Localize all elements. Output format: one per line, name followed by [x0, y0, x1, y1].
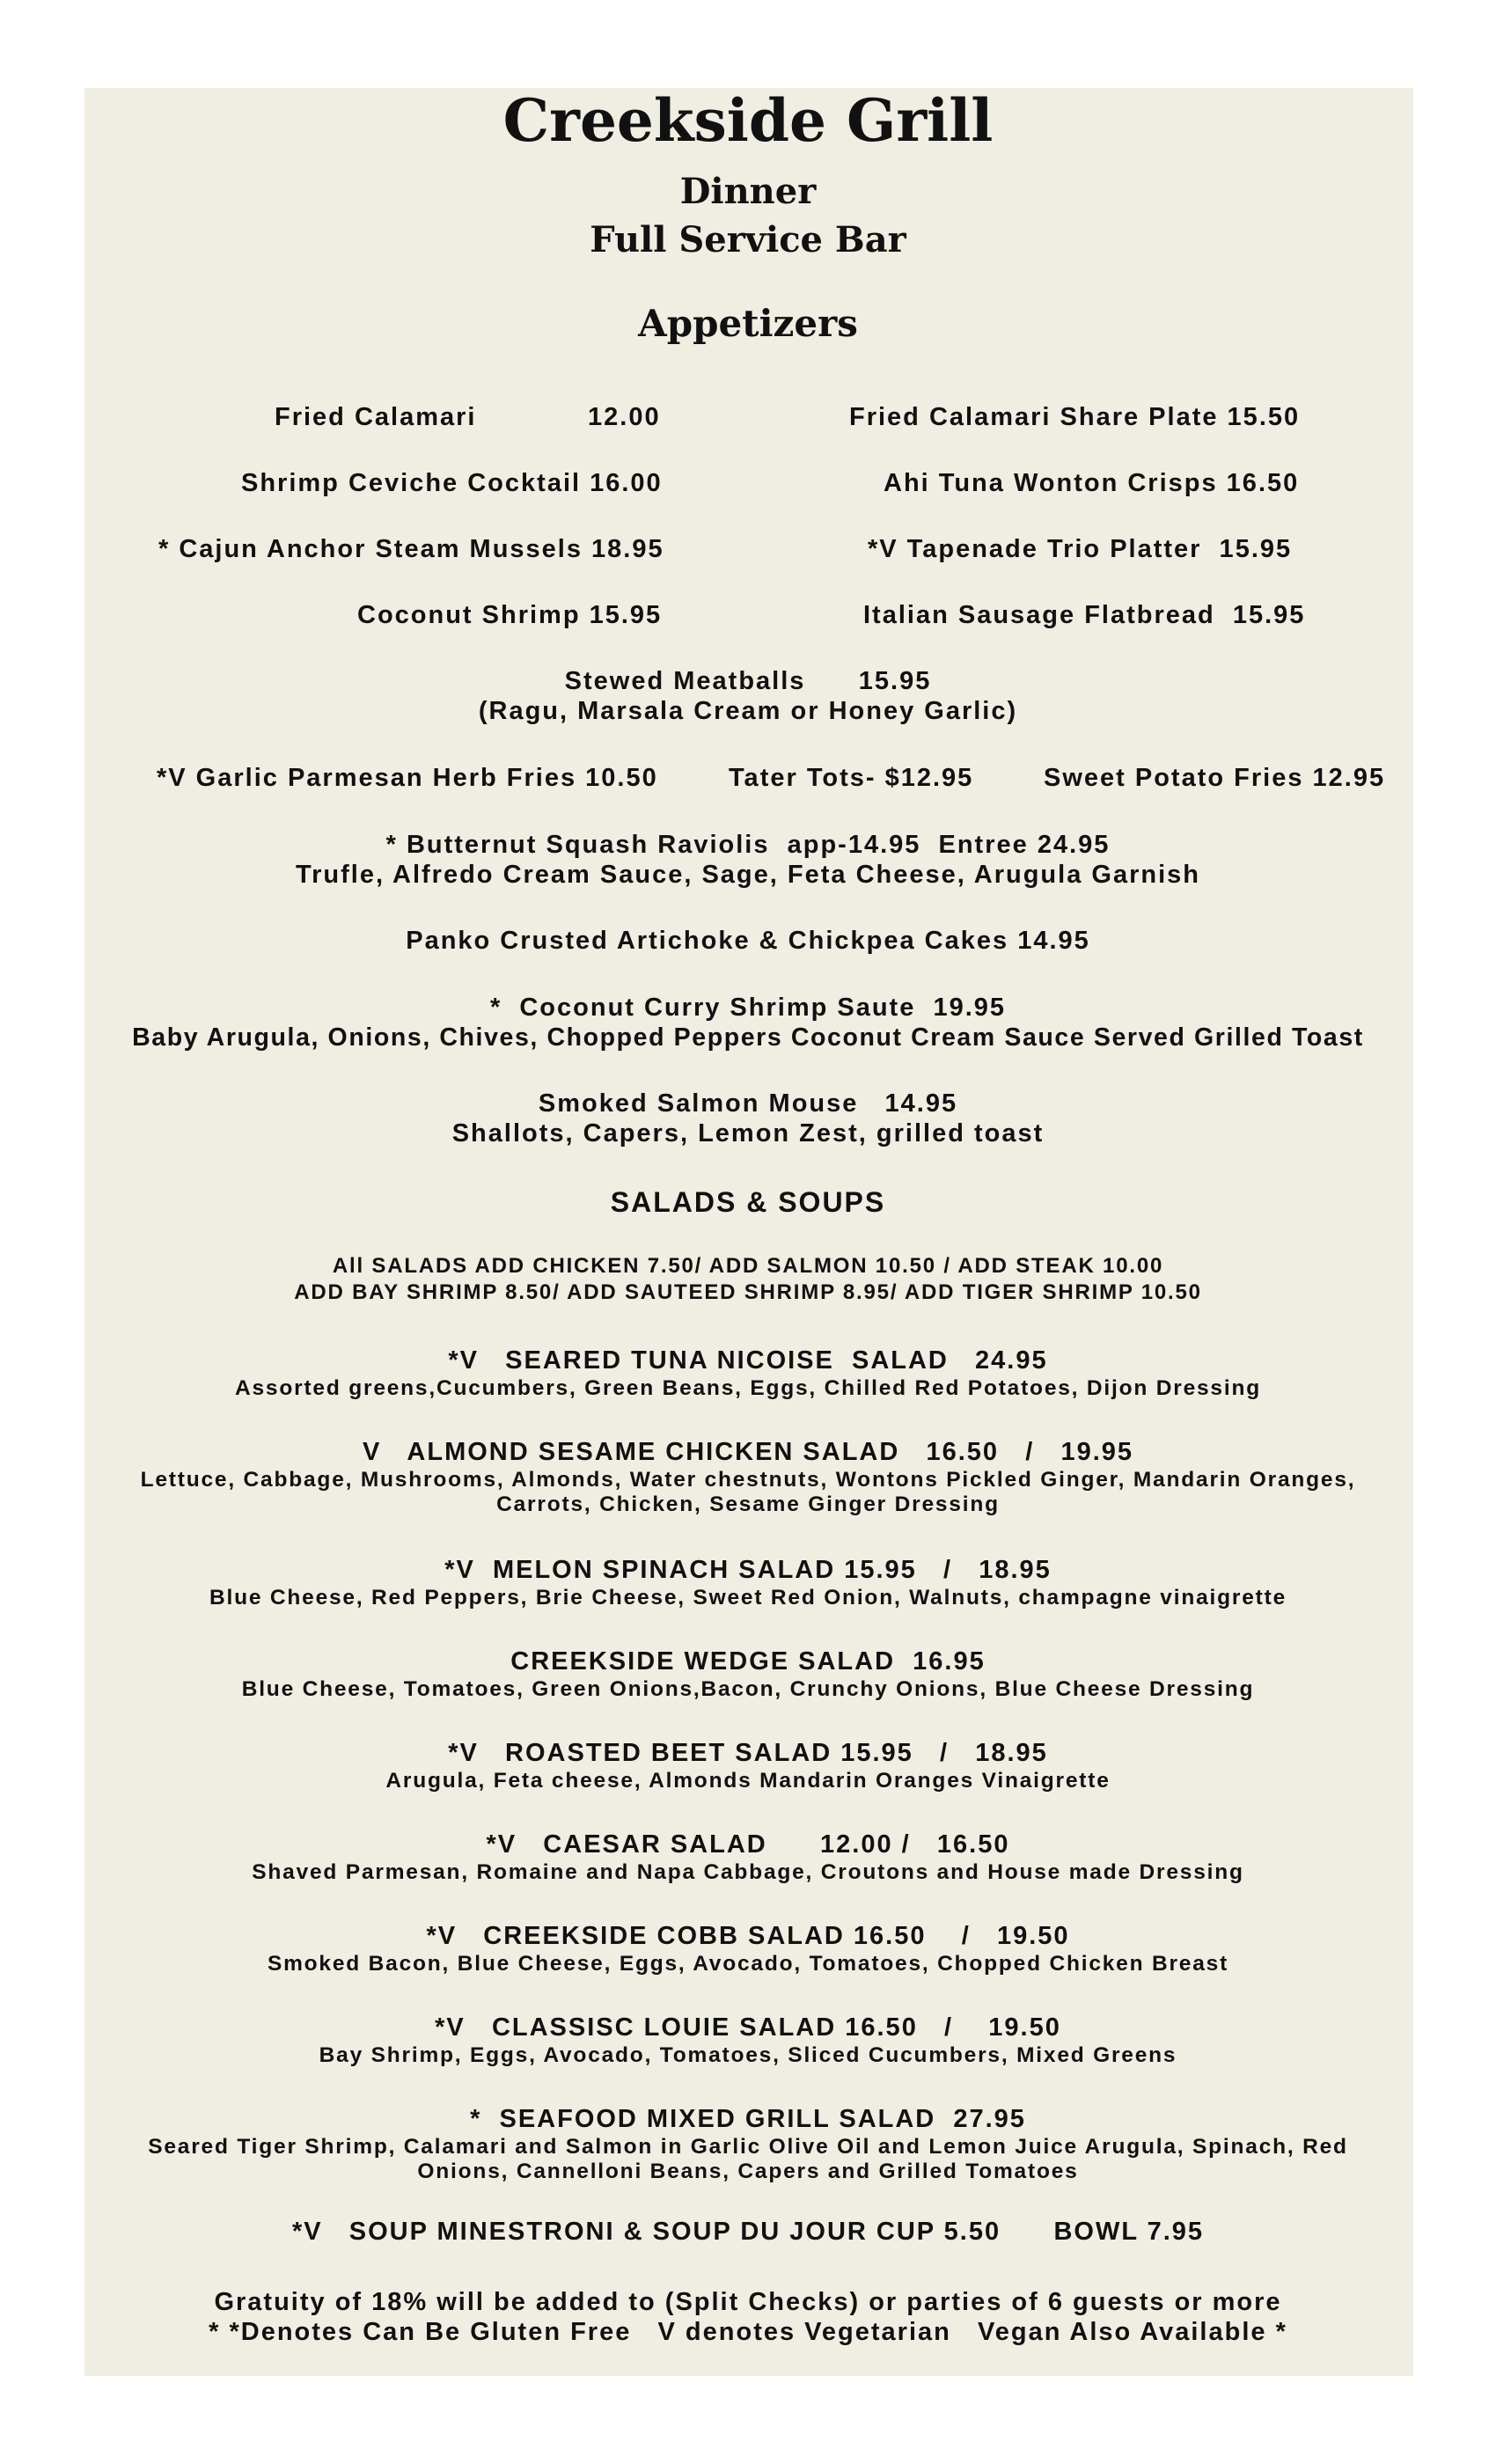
sweet-potato-fries: Sweet Potato Fries 12.95: [1044, 764, 1386, 792]
dietary-legend: * *Denotes Can Be Gluten Free V denotes Vegetarian Vegan Also Available *: [209, 2318, 1287, 2346]
butternut-raviolis: * Butternut Squash Raviolis app-14.95 Entree 24.95: [385, 831, 1111, 859]
salad-item-desc-cont: Onions, Cannelloni Beans, Capers and Grilled Tomatoes: [417, 2160, 1079, 2183]
bar-label: Full Service Bar: [590, 219, 906, 260]
salad-addons-line-1: All SALADS ADD CHICKEN 7.50/ ADD SALMON 10.50 / ADD STEAK 10.00: [332, 1254, 1164, 1278]
salmon-mouse-desc: Shallots, Capers, Lemon Zest, grilled toast: [451, 1119, 1045, 1148]
coconut-shrimp: Coconut Shrimp 15.95: [357, 601, 663, 629]
salad-item-title: *V MELON SPINACH SALAD 15.95 / 18.95: [444, 1556, 1052, 1584]
salad-item-title: * SEAFOOD MIXED GRILL SALAD 27.95: [470, 2105, 1026, 2133]
meal-label: Dinner: [679, 171, 817, 212]
salad-item-desc: Smoked Bacon, Blue Cheese, Eggs, Avocado, Tomatoes, Chopped Chicken Breast: [267, 1952, 1229, 1976]
stewed-meatballs-desc: (Ragu, Marsala Cream or Honey Garlic): [478, 697, 1018, 725]
fried-calamari-price: 12.00: [588, 403, 661, 431]
salad-item-desc: Arugula, Feta cheese, Almonds Mandarin Oranges Vinaigrette: [385, 1769, 1111, 1793]
soup-line: *V SOUP MINESTRONI & SOUP DU JOUR CUP 5.50 BOWL 7.95: [291, 2218, 1205, 2246]
restaurant-name: Creekside Grill: [502, 86, 994, 155]
artichoke-cakes: Panko Crusted Artichoke & Chickpea Cakes 14.95: [406, 927, 1090, 955]
curry-shrimp-desc: Baby Arugula, Onions, Chives, Chopped Peppers Coconut Cream Sauce Served Grilled Toast: [132, 1023, 1364, 1052]
tapenade-platter: *V Tapenade Trio Platter 15.95: [868, 535, 1293, 563]
gratuity-note: Gratuity of 18% will be added to (Split Checks) or parties of 6 guests or more: [214, 2288, 1282, 2316]
salad-item-desc: Bay Shrimp, Eggs, Avocado, Tomatoes, Sliced Cucumbers, Mixed Greens: [319, 2043, 1177, 2067]
garlic-fries: *V Garlic Parmesan Herb Fries 10.50: [157, 764, 658, 792]
salad-item-title: *V ROASTED BEET SALAD 15.95 / 18.95: [448, 1739, 1048, 1767]
tater-tots: Tater Tots- $12.95: [729, 764, 974, 792]
salad-item-title: *V CLASSISC LOUIE SALAD 16.50 / 19.50: [435, 2013, 1061, 2042]
butternut-raviolis-desc: Trufle, Alfredo Cream Sauce, Sage, Feta Cheese, Arugula Garnish: [296, 861, 1200, 889]
sausage-flatbread: Italian Sausage Flatbread 15.95: [863, 601, 1306, 629]
salads-heading: SALADS & SOUPS: [610, 1186, 886, 1218]
salad-item-title: *V CAESAR SALAD 12.00 / 16.50: [486, 1830, 1010, 1859]
fried-calamari-share: Fried Calamari Share Plate 15.50: [849, 403, 1301, 431]
curry-shrimp: * Coconut Curry Shrimp Saute 19.95: [489, 994, 1007, 1022]
appetizers-heading: Appetizers: [638, 302, 858, 345]
shrimp-ceviche: Shrimp Ceviche Cocktail 16.00: [241, 469, 663, 497]
salad-item-desc: Blue Cheese, Tomatoes, Green Onions,Bacon, Crunchy Onions, Blue Cheese Dressing: [241, 1677, 1255, 1701]
salad-item-desc: Assorted greens,Cucumbers, Green Beans, Eggs, Chilled Red Potatoes, Dijon Dressing: [235, 1376, 1261, 1400]
salad-item-desc: Blue Cheese, Red Peppers, Brie Cheese, Sweet Red Onion, Walnuts, champagne vinaigrette: [209, 1586, 1287, 1610]
salad-item-desc-cont: Carrots, Chicken, Sesame Ginger Dressing: [496, 1492, 1000, 1516]
salad-item-desc: Lettuce, Cabbage, Mushrooms, Almonds, Water chestnuts, Wontons Pickled Ginger, Mandarin Oranges,: [140, 1468, 1356, 1492]
salad-addons-line-2: ADD BAY SHRIMP 8.50/ ADD SAUTEED SHRIMP 8.95/ ADD TIGER SHRIMP 10.50: [294, 1280, 1202, 1304]
salad-item-desc: Seared Tiger Shrimp, Calamari and Salmon in Garlic Olive Oil and Lemon Juice Arugula, Spinach, Red: [148, 2135, 1348, 2159]
cajun-mussels: * Cajun Anchor Steam Mussels 18.95: [158, 535, 664, 563]
salad-item-desc: Shaved Parmesan, Romaine and Napa Cabbage, Croutons and House made Dressing: [252, 1860, 1244, 1884]
salad-item-title: *V SEARED TUNA NICOISE SALAD 24.95: [448, 1346, 1048, 1375]
salmon-mouse: Smoked Salmon Mouse 14.95: [538, 1089, 958, 1118]
salad-item-title: V ALMOND SESAME CHICKEN SALAD 16.50 / 19.95: [362, 1438, 1134, 1466]
salad-item-title: CREEKSIDE WEDGE SALAD 16.95: [510, 1647, 986, 1676]
stewed-meatballs: Stewed Meatballs 15.95: [564, 667, 932, 695]
salad-item-title: *V CREEKSIDE COBB SALAD 16.50 / 19.50: [426, 1922, 1070, 1950]
ahi-tuna: Ahi Tuna Wonton Crisps 16.50: [884, 469, 1300, 497]
fried-calamari: Fried Calamari: [275, 403, 477, 431]
